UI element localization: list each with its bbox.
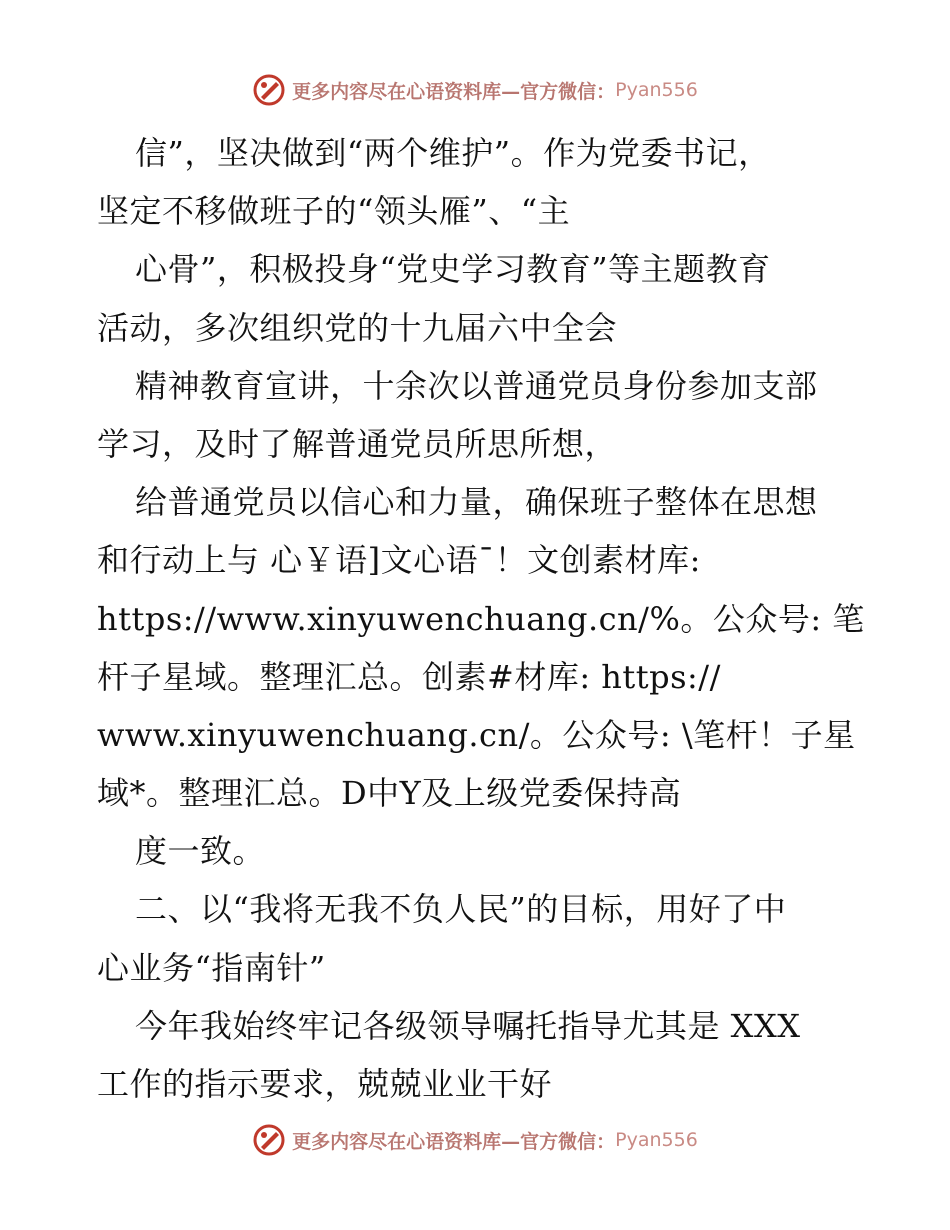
body-line: 给普通党员以信心和力量，确保班子整体在思想 [135, 483, 818, 522]
seal-logo-icon [252, 1123, 286, 1157]
body-line: 心业务“指南针” [97, 948, 326, 987]
body-line: 二、以“我将无我不负人民”的目标，用好了中 [135, 890, 787, 929]
header-banner-text: 更多内容尽在心语资料库—官方微信： [292, 80, 616, 103]
body-line: 工作的指示要求，兢兢业业干好 [97, 1065, 553, 1103]
body-line: 活动，多次组织党的十九届六中全会 [97, 308, 618, 347]
seal-logo-icon [252, 73, 286, 107]
body-line: 学习，及时了解普通党员所思所想， [97, 424, 618, 463]
body-line: 今年我始终牢记各级领导嘱托指导尤其是 XXX [135, 1006, 801, 1045]
body-line: 度一致。 [135, 832, 266, 871]
body-line: 杆子星域。整理汇总。创素#材库: https:// [97, 657, 721, 696]
body-line: 信”，坚决做到“两个维护”。作为党委书记， [135, 134, 771, 172]
body-line: 坚定不移做班子的“领头雁”、“主 [97, 192, 571, 231]
body-line: https://www.xinyuwenchuang.cn/%。公众号: 笔 [97, 599, 865, 638]
header-banner-account: Pyan556 [615, 79, 698, 101]
body-line: 域*。整理汇总。D中Y及上级党委保持高 [97, 774, 682, 813]
body-line: 和行动上与 心￥语]文心语¯！文创素材库: [97, 541, 701, 580]
body-line: 心骨”，积极投身“党史学习教育”等主题教育 [135, 250, 771, 289]
body-line: 精神教育宣讲，十余次以普通党员身份参加支部 [135, 366, 818, 405]
header-banner [0, 70, 950, 110]
document-body [97, 124, 877, 1113]
body-line: www.xinyuwenchuang.cn/。公众号: \笔杆！子星 [97, 715, 856, 754]
footer-banner [0, 1120, 950, 1160]
footer-banner-text: 更多内容尽在心语资料库—官方微信： [292, 1130, 616, 1153]
footer-banner-account: Pyan556 [615, 1129, 698, 1151]
